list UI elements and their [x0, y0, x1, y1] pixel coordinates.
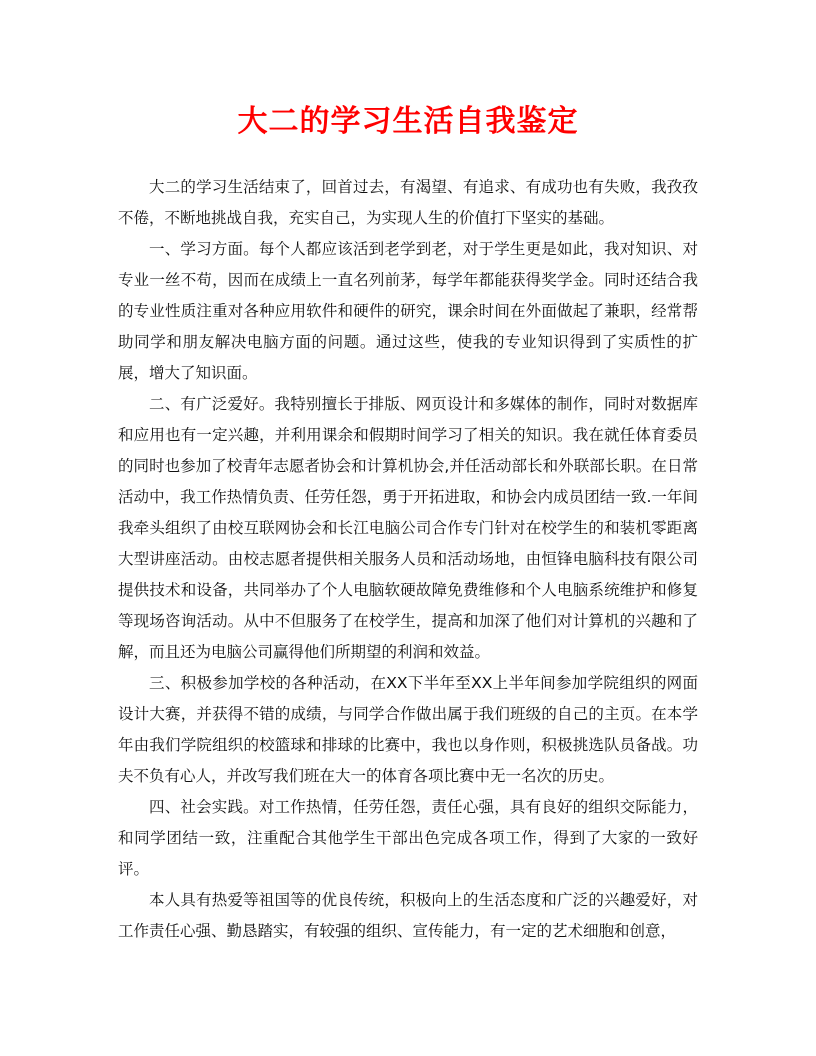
paragraph-activities: 三、积极参加学校的各种活动，在XX下半年至XX上半年间参加学院组织的网面设计大赛，并获得不错的成绩，与同学合作做出属于我们班级的自己的主页。在本学年由我们学院组织的校篮球和排球的比赛中，我也以身作则，积极挑选队员备战。功夫不负有心人，并改写我们班在大一的体育各项比赛中无一名次的历史。	[118, 674, 698, 785]
paragraph-study: 一、学习方面。每个人都应该活到老学到老，对于学生更是如此，我对知识、对专业一丝不苟，因而在成绩上一直名列前茅，每学年都能获得奖学金。同时还结合我的专业性质注重对各种应用软件和硬件的研究，课余时间在外面做起了兼职，经常帮助同学和朋友解决电脑方面的问题。通过这些，使我的专业知识得到了实质性的扩展，增大了知识面。	[118, 240, 698, 382]
document-body	[118, 172, 698, 947]
paragraph-hobbies: 二、有广泛爱好。我特别擅长于排版、网页设计和多媒体的制作，同时对数据库和应用也有一定兴趣，并利用课余和假期时间学习了相关的知识。我在就任体育委员的同时也参加了校青年志愿者协会和计算机协会,并任活动部长和外联部长职。在日常活动中，我工作热情负责、任劳任怨，勇于开拓进取，和协会内成员团结一致.一年间我牵头组织了由校互联网协会和长江电脑公司合作专门针对在校学生的和装机零距离大型讲座活动。由校志愿者提供相关服务人员和活动场地，由恒锋电脑科技有限公司提供技术和设备，共同举办了个人电脑软硬故障免费维修和个人电脑系统维护和修复等现场咨询活动。从中不但服务了在校学生，提高和加深了他们对计算机的兴趣和了解，而且还为电脑公司赢得他们所期望的利润和效益。	[118, 395, 698, 661]
paragraph-personal-summary: 本人具有热爱等祖国等的优良传统，积极向上的生活态度和广泛的兴趣爱好，对工作责任心强、勤恳踏实，有较强的组织、宣传能力，有一定的艺术细胞和创意，	[118, 891, 698, 940]
paragraph-intro: 大二的学习生活结束了，回首过去，有渴望、有追求、有成功也有失败，我孜孜不倦，不断地挑战自我，充实自己，为实现人生的价值打下坚实的基础。	[118, 178, 698, 227]
paragraph-social-practice: 四、社会实践。对工作热情，任劳任怨，责任心强，具有良好的组织交际能力，和同学团结一致，注重配合其他学生干部出色完成各项工作，得到了大家的一致好评。	[118, 798, 698, 878]
document-title: 大二的学习生活自我鉴定	[237, 104, 579, 139]
